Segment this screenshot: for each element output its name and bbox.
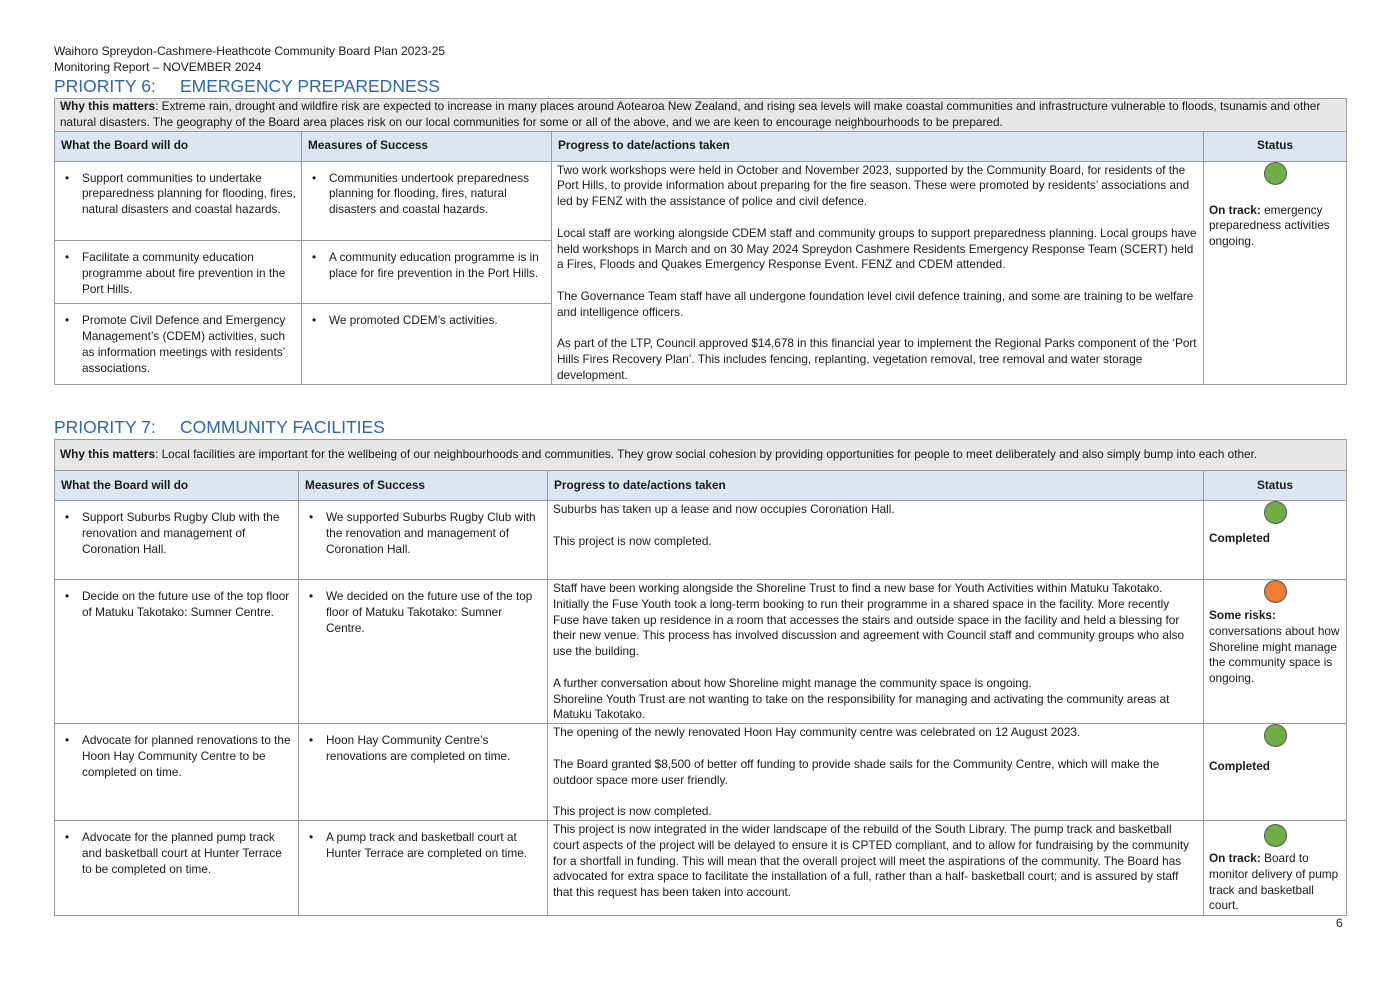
report-header — [54, 43, 445, 75]
table-row — [55, 820, 1347, 915]
priority-7-heading — [54, 416, 385, 438]
board-action-cell — [55, 501, 299, 580]
table-row — [55, 724, 1347, 821]
priority-6-table — [54, 98, 1347, 385]
list-item: • We promoted CDEM’s activities. — [329, 313, 546, 329]
status-text — [1209, 608, 1341, 687]
status-label: Some risks: — [1209, 608, 1276, 622]
list-item: • A pump track and basketball court at Hunter Terrace are completed on time. — [326, 830, 542, 862]
status-cell — [1204, 580, 1347, 724]
measure-cell — [302, 241, 552, 304]
status-cell — [1204, 161, 1347, 384]
priority-6-title: EMERGENCY PREPAREDNESS — [180, 76, 440, 96]
status-cell — [1204, 724, 1347, 821]
status-indicator-icon — [1264, 580, 1287, 603]
status-text — [1209, 531, 1341, 547]
status-indicator-icon — [1264, 162, 1287, 185]
status-description: Board to monitor delivery of pump track and basketball court. — [1209, 850, 1339, 913]
list-item: • Advocate for the planned pump track and basketball court at Hunter Terrace to be completed on time. — [82, 830, 293, 877]
col-header-progress: Progress to date/actions taken — [552, 131, 1204, 161]
progress-paragraph: The opening of the newly renovated Hoon Hay community centre was celebrated on 12 August 2023. — [553, 725, 1081, 740]
col-header-measures: Measures of Success — [302, 131, 552, 161]
progress-cell — [548, 501, 1204, 580]
table-row — [55, 580, 1347, 724]
report-subtitle: Monitoring Report – NOVEMBER 2024 — [54, 60, 262, 74]
status-label: Completed — [1209, 531, 1270, 545]
status-description: conversations about how Shoreline might manage the community space is ongoing. — [1209, 623, 1340, 686]
measure-cell — [299, 580, 548, 724]
list-item: • Hoon Hay Community Centre’s renovations are completed on time. — [326, 733, 542, 765]
list-item: • Support communities to undertake preparedness planning for flooding, fires, natural disasters and coastal hazards. — [82, 171, 296, 218]
table-row — [55, 161, 1347, 240]
status-text — [1209, 759, 1341, 775]
status-indicator-icon — [1264, 824, 1287, 847]
list-item: • Promote Civil Defence and Emergency Management’s (CDEM) activities, such as information meetings with residents’ associations. — [82, 313, 296, 376]
board-action-cell — [55, 820, 299, 915]
list-item: • We decided on the future use of the top floor of Matuku Takotako: Sumner Centre. — [326, 589, 542, 636]
measure-cell — [299, 501, 548, 580]
status-description: emergency preparedness activities ongoing. — [1209, 202, 1330, 249]
why-this-matters — [55, 99, 1347, 132]
col-header-board: What the Board will do — [55, 131, 302, 161]
priority-7-title: COMMUNITY FACILITIES — [180, 417, 385, 437]
list-item: • Advocate for planned renovations to the Hoon Hay Community Centre to be completed on time. — [82, 733, 293, 780]
progress-paragraph: This project is now completed. — [553, 804, 712, 819]
measure-cell — [302, 161, 552, 240]
progress-cell — [548, 580, 1204, 724]
list-item: • Decide on the future use of the top floor of Matuku Takotako: Sumner Centre. — [82, 589, 293, 621]
board-action-cell — [55, 304, 302, 384]
col-header-status: Status — [1204, 131, 1347, 161]
list-item: • Communities undertook preparedness planning for flooding, fires, natural disasters and coastal hazards. — [329, 171, 546, 218]
status-label: On track: — [1209, 850, 1261, 865]
col-header-measures: Measures of Success — [299, 471, 548, 501]
progress-paragraph: Staff have been working alongside the Shoreline Trust to find a new base for Youth Activities within Matuku Takotako. Initially the Fuse Youth took a long-term booking to run their programme in a shared space in the facility. More recently Fuse have taken up residence in a room that accesses the stairs and outside space in the facility and held a blessing for their new venue. This process has involved discussion and agreement with Council staff and community groups who also use the building. — [553, 581, 1185, 659]
why-label: Why this matters — [60, 447, 156, 462]
report-title: Waihoro Spreydon-Cashmere-Heathcote Community Board Plan 2023-25 — [54, 44, 446, 58]
progress-paragraph: A further conversation about how Shoreline might manage the community space is ongoing. — [553, 675, 1032, 690]
measure-cell — [299, 820, 548, 915]
table-row — [55, 501, 1347, 580]
progress-paragraph: The Governance Team staff have all undergone foundation level civil defence training, and some are training to be welfare and intelligence officers. — [557, 288, 1194, 319]
why-text: : Extreme rain, drought and wildfire risk are expected to increase in many places around Aotearoa New Zealand, and rising sea levels will make coastal communities and infrastructure vulnerable to floods, tsunamis and other natural disasters. The geography of the Board area places risk on our local communities for some or all of the above, and we are keen to encourage neighbourhoods to be prepared. — [60, 99, 1321, 129]
progress-paragraph: This project is now completed. — [553, 533, 712, 548]
list-item: • Support Suburbs Rugby Club with the renovation and management of Coronation Hall. — [82, 510, 293, 557]
why-text: : Local facilities are important for the wellbeing of our neighbourhoods and communities. They grow social cohesion by providing opportunities for people to meet deliberately and also simply bump into each other. — [155, 447, 1258, 462]
board-action-cell — [55, 580, 299, 724]
status-text — [1209, 203, 1341, 250]
progress-paragraph: This project is now integrated in the wider landscape of the rebuild of the South Library. The pump track and basketball court aspects of the project will be delayed to ensure it is CPTED compliant, and to allow for fundraising by the community for a shortfall in funding. This will mean that the overall project will meet the aspirations of the community. The Board has advocated for extra space to facilitate the installation of a full, rather than a half- basketball court; and is assured by staff that this request has been taken into account. — [553, 821, 1190, 900]
status-indicator-icon — [1264, 724, 1287, 747]
priority-6-heading — [54, 75, 440, 97]
status-cell — [1204, 820, 1347, 915]
list-item: • A community education programme is in place for fire prevention in the Port Hills. — [329, 250, 546, 282]
priority-7-table — [54, 439, 1347, 916]
measure-cell — [299, 724, 548, 821]
progress-cell — [552, 161, 1204, 384]
status-indicator-icon — [1264, 501, 1287, 524]
progress-paragraph: Local staff are working alongside CDEM staff and community groups to support preparedness planning. Local groups have held workshops in March and on 30 May 2024 Spreydon Cashmere Residents Emergency Response Team (SCERT) held a Fires, Floods and Quakes Emergency Response Event. FENZ and CDEM attended. — [557, 225, 1197, 272]
status-label: On track: — [1209, 202, 1261, 217]
status-cell — [1204, 501, 1347, 580]
why-label: Why this matters — [60, 99, 156, 113]
page-number: 6 — [1336, 916, 1343, 930]
col-header-progress: Progress to date/actions taken — [548, 471, 1204, 501]
status-label: Completed — [1209, 759, 1270, 774]
priority-7-number: PRIORITY 7: — [54, 417, 156, 437]
progress-paragraph: Suburbs has taken up a lease and now occupies Coronation Hall. — [553, 502, 895, 516]
board-action-cell — [55, 241, 302, 304]
why-this-matters — [55, 440, 1347, 471]
status-text — [1209, 851, 1341, 914]
list-item: • Facilitate a community education programme about fire prevention in the Port Hills. — [82, 250, 296, 297]
list-item: • We supported Suburbs Rugby Club with the renovation and management of Coronation Hall. — [326, 510, 542, 557]
col-header-board: What the Board will do — [55, 471, 299, 501]
progress-paragraph: Shoreline Youth Trust are not wanting to take on the responsibility for managing and activating the community areas at Matuku Takotako. — [553, 691, 1170, 722]
progress-paragraph: As part of the LTP, Council approved $14,678 in this financial year to implement the Regional Parks component of the ‘Port Hills Fires Recovery Plan’. This includes fencing, replanting, vegetation removal, tree removal and water storage development. — [557, 336, 1197, 382]
progress-cell — [548, 724, 1204, 821]
progress-cell — [548, 820, 1204, 915]
priority-6-number: PRIORITY 6: — [54, 76, 156, 96]
measure-cell — [302, 304, 552, 384]
col-header-status: Status — [1204, 471, 1347, 501]
board-action-cell — [55, 724, 299, 821]
board-action-cell — [55, 161, 302, 240]
progress-paragraph: Two work workshops were held in October and November 2023, supported by the Community Board, for residents of the Port Hills, to provide information about preparing for the fire season. These were promoted by residents’ associations and led by FENZ with the assistance of police and civil defence. — [557, 162, 1190, 209]
progress-paragraph: The Board granted $8,500 of better off funding to provide shade sails for the Community Centre, which will make the outdoor space more user friendly. — [553, 756, 1160, 787]
